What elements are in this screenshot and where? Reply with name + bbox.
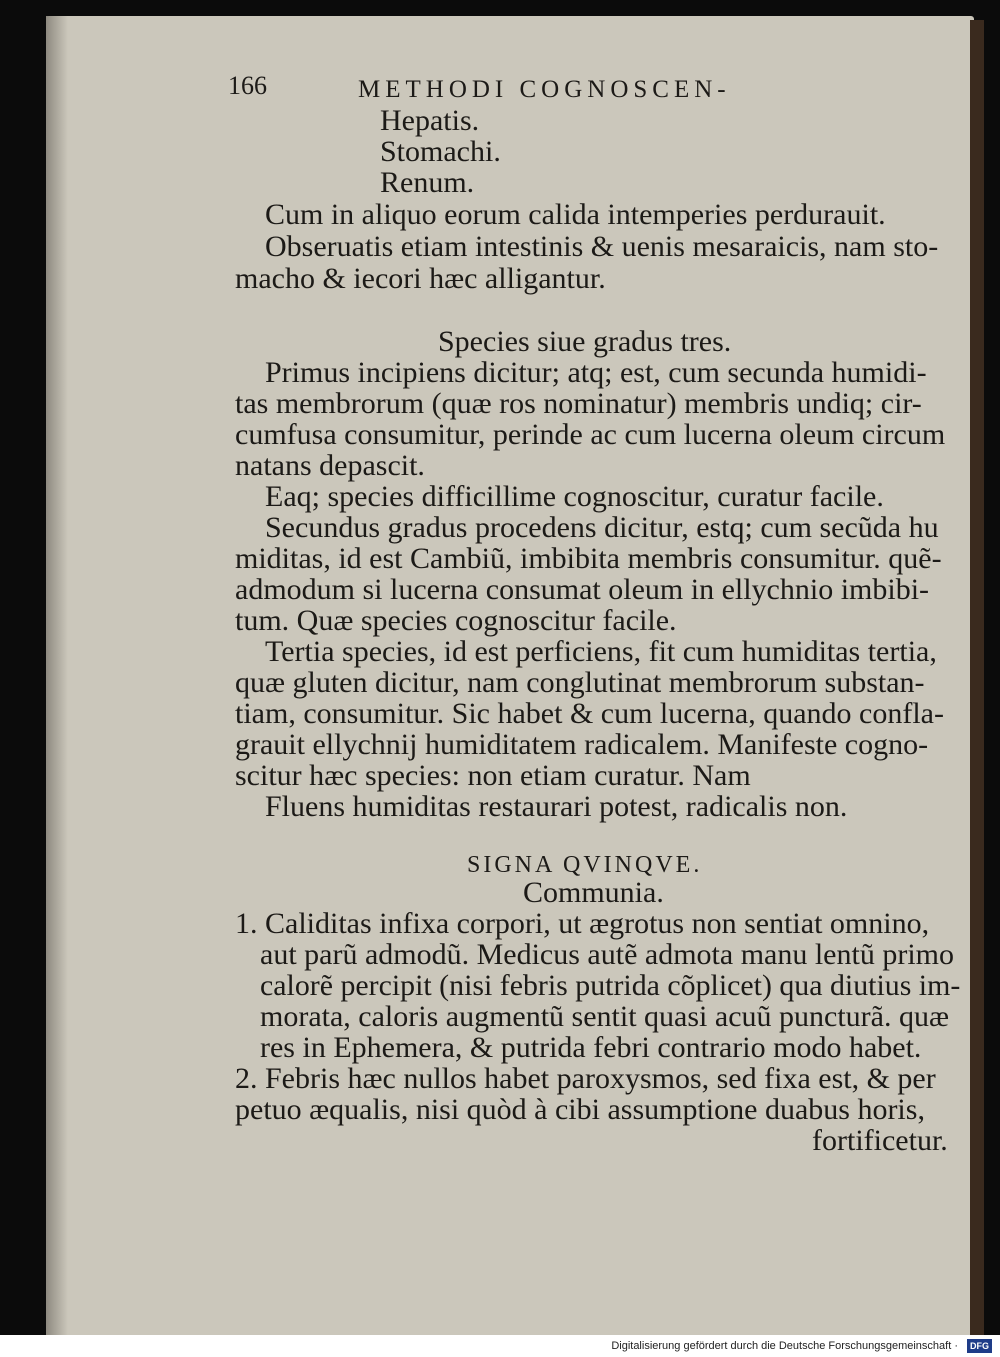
digitization-footer	[0, 1335, 1000, 1357]
text-line: Cum in aliquo eorum calida intemperies perdurauit.	[265, 198, 886, 231]
text-line: Eaq; species difficillime cognoscitur, curatur facile.	[265, 480, 884, 513]
text-line: admodum si lucerna consumat oleum in ellychnio imbibi-	[235, 573, 930, 606]
text-line: calorẽ percipit (nisi febris putrida cõplicet) qua diutius im-	[260, 969, 961, 1002]
text-line: quæ gluten dicitur, nam conglutinat membrorum substan-	[235, 666, 925, 699]
text-line: aut parũ admodũ. Medicus autẽ admota manu lentũ primo	[260, 938, 954, 971]
text-line: Obseruatis etiam intestinis & uenis mesaraicis, nam sto-	[265, 230, 939, 263]
text-line: grauit ellychnij humiditatem radicalem. Manifeste cogno-	[235, 728, 929, 761]
text-line: tas membrorum (quæ ros nominatur) membris undiq; cir-	[235, 387, 922, 420]
text-line: 1. Caliditas infixa corpori, ut ægrotus non sentiat omnino,	[235, 907, 930, 940]
funding-notice: Digitalisierung gefördert durch die Deutsche Forschungsgemeinschaft ·	[611, 1340, 958, 1352]
text-line: Tertia species, id est perficiens, fit cum humiditas tertia,	[265, 635, 937, 668]
text-line: cumfusa consumitur, perinde ac cum lucerna oleum circum	[235, 418, 946, 451]
section-heading: Species siue gradus tres.	[438, 325, 732, 358]
text-line: Secundus gradus procedens dicitur, estq; cum secũda hu	[265, 511, 939, 544]
text-line: tiam, consumitur. Sic habet & cum lucerna, quando confla-	[235, 697, 944, 730]
text-line: 2. Febris hæc nullos habet paroxysmos, sed fixa est, & per	[235, 1062, 936, 1095]
text-line: Fluens humiditas restaurari potest, radicalis non.	[265, 790, 848, 823]
text-line: Hepatis.	[380, 104, 480, 137]
section-heading: SIGNA QVINQVE.	[467, 852, 703, 878]
page-edge	[970, 20, 984, 1335]
text-line: Stomachi.	[380, 135, 501, 168]
text-line: natans depascit.	[235, 449, 425, 482]
text-line: tum. Quæ species cognoscitur facile.	[235, 604, 677, 637]
text-line: miditas, id est Cambiũ, imbibita membris consumitur. quẽ-	[235, 542, 942, 575]
section-subheading: Communia.	[523, 876, 664, 909]
running-title: METHODI COGNOSCEN-	[358, 76, 731, 103]
text-line: Primus incipiens dicitur; atq; est, cum secunda humidi-	[265, 356, 927, 389]
text-line: scitur hæc species: non etiam curatur. Nam	[235, 759, 751, 792]
text-line: petuo æqualis, nisi quòd à cibi assumptione duabus horis,	[235, 1093, 925, 1126]
page-number: 166	[228, 71, 267, 100]
text-line: fortificetur.	[812, 1124, 948, 1157]
text-line: morata, caloris augmentũ sentit quasi acuũ puncturã. quæ	[260, 1000, 949, 1033]
text-line: macho & iecori hæc alligantur.	[235, 262, 606, 295]
dfg-logo: DFG	[967, 1339, 992, 1353]
text-line: Renum.	[380, 166, 475, 199]
text-line: res in Ephemera, & putrida febri contrario modo habet.	[260, 1031, 922, 1064]
